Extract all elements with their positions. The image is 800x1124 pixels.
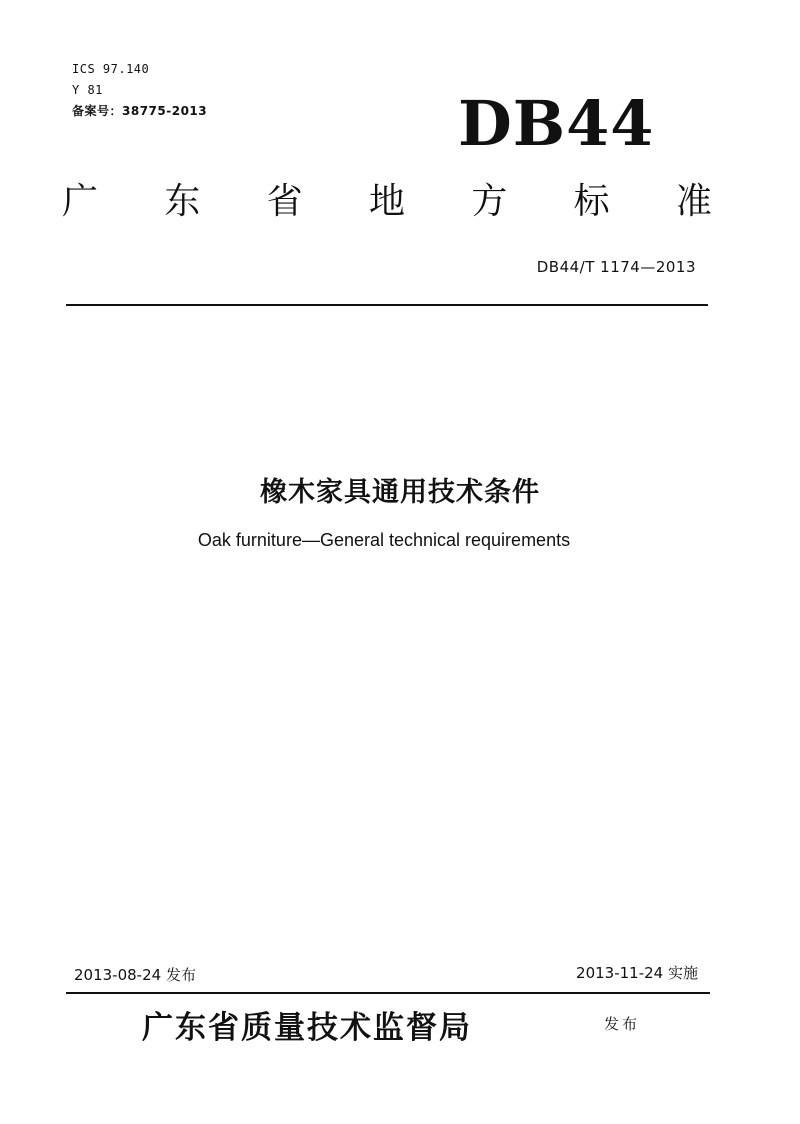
issue-date: 2013-08-24 发布 — [74, 966, 196, 984]
ics-code: ICS 97.140 — [72, 62, 150, 76]
header-divider — [66, 304, 708, 306]
issuer-action-label: 发布 — [604, 1015, 641, 1033]
standard-type-char: 准 — [675, 181, 712, 222]
standard-logo: DB44 — [458, 87, 655, 160]
standard-type-char: 方 — [471, 181, 508, 222]
document-title-chinese: 橡木家具通用技术条件 — [260, 477, 540, 508]
standard-type-char: 广 — [62, 181, 99, 222]
standard-type-char: 标 — [573, 181, 610, 222]
issuing-authority: 广东省质量技术监督局 — [142, 1010, 472, 1046]
standard-type-char: 东 — [164, 181, 201, 222]
standard-type-heading — [62, 180, 712, 224]
classification-code: Y 81 — [72, 83, 103, 97]
implementation-date: 2013-11-24 实施 — [576, 964, 698, 982]
record-number: 备案号：38775-2013 — [72, 104, 208, 118]
footer-divider — [66, 992, 710, 994]
standard-number: DB44/T 1174—2013 — [536, 258, 696, 276]
document-title-english: Oak furniture—General technical requirements — [197, 530, 571, 550]
standard-type-char: 省 — [266, 181, 303, 222]
standard-type-char: 地 — [368, 181, 405, 222]
